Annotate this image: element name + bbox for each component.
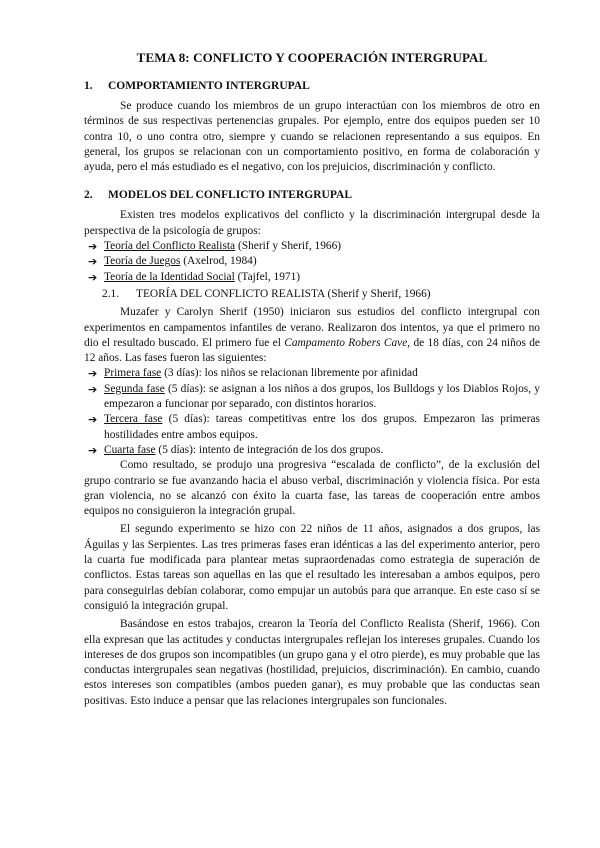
- phase-name: Segunda fase: [104, 382, 165, 395]
- arrow-bullet-icon: ➔: [88, 270, 98, 284]
- section-2-title: MODELOS DEL CONFLICTO INTERGRUPAL: [108, 189, 352, 202]
- phase-text: (5 días): tareas competitivas entre los dos grupos. Empezaron las primeras hostilidades entre ambos equipos.: [104, 413, 540, 441]
- models-list: [84, 239, 540, 285]
- camp-name: Campamento Robers Cave: [284, 336, 408, 349]
- list-item: [88, 270, 540, 285]
- subsection-paragraph-4: Basándose en estos trabajos, crearon la Teoría del Conflicto Realista (Sherif, 1966). Con ella expresan que las actitudes y conductas intergrupales reflejan los intereses grupales. Cuando los intereses de dos grupos son incompatibles (un grupo gana y el otro pierde), es muy probable que las conductas intergrupales sean negativas (hostilidad, prejuicios, discriminación). En cambio, cuando estos intereses son compatibles (ambos pueden ganar), es muy probable que las conductas sean positivas. Esto induce a pensar que las relaciones intergrupales son funcionales.: [84, 618, 540, 707]
- subsection-number: 2.1.: [102, 287, 120, 300]
- arrow-bullet-icon: ➔: [88, 413, 98, 427]
- list-item: [88, 254, 540, 269]
- phase-name: Cuarta fase: [104, 443, 156, 456]
- section-2-number: 2.: [84, 189, 93, 202]
- model-name: Teoría del Conflicto Realista: [104, 240, 236, 253]
- paragraph-text: Muzafer y Carolyn Sherif (1950) iniciaron sus estudios del conflicto intergrupal con experimentos en campamentos infantiles de verano. Realizaron dos intentos, ya que el primero no dio el resultado buscado. El primero fue el: [84, 306, 540, 349]
- section-2-intro: Existen tres modelos explicativos del conflicto y la discriminación intergrupal desde la perspectiva de la psicología de grupos:: [84, 209, 540, 237]
- list-item: [88, 382, 540, 413]
- arrow-bullet-icon: ➔: [88, 443, 98, 457]
- phase-name: Primera fase: [104, 367, 162, 380]
- list-item: [88, 239, 540, 254]
- model-name: Teoría de Juegos: [104, 255, 181, 268]
- phase-text: (5 días): se asignan a los niños a dos grupos, los Bulldogs y los Diablos Rojos, y empezaron a funcionar por separado, con distintos horarios.: [104, 382, 540, 411]
- section-1-title: COMPORTAMIENTO INTERGRUPAL: [108, 80, 310, 92]
- subsection-paragraph-2: Como resultado, se produjo una progresiva “escalada de conflicto”, de la exclusión del grupo contrario se fue avanzando hacia el abuso verbal, discriminación y violencia física. Por esta gran violencia, no se alcanzó con éxito la cuarta fase, las tareas de cooperación entre ambos equipos no consiguieron la integración grupal.: [84, 459, 540, 518]
- subsection-paragraph-1: [84, 305, 540, 366]
- phase-text: (3 días): los niños se relacionan libremente por afinidad: [161, 367, 418, 380]
- subsection-paragraph-3: El segundo experimento se hizo con 22 niños de 11 años, asignados a dos grupos, las Águilas y las Serpientes. Las tres primeras fases eran idénticas a las del experimento anterior, pero la cuarta fue modificada para plantear metas supraordenadas como estrategia de superación de conflictos. Estas tareas son aquellas en las que el resultado les interesaban a ambos equipos, pero para conseguirlas debían colaborar, como empujar un autobús para que arranque. En este caso sí se consiguió la integración grupal.: [84, 523, 540, 612]
- list-item: [88, 366, 540, 381]
- model-name: Teoría de la Identidad Social: [104, 270, 235, 283]
- section-2-heading: [84, 189, 540, 201]
- subsection-title: TEORÍA DEL CONFLICTO REALISTA (Sherif y Sherif, 1966): [136, 287, 431, 300]
- model-reference: (Tajfel, 1971): [234, 270, 301, 283]
- section-1-paragraph: Se produce cuando los miembros de un grupo interactúan con los miembros de otro en términos de sus respectivas pertenencias grupales. Por ejemplo, entre dos equipos pueden ser 10 contra 10, o uno contra otro, siempre y cuando se relacionen representando a sus equipos. En general, los grupos se relacionan con un comportamiento positivo, en forma de colaboración y ayuda, pero el más estudiado es el negativo, con los prejuicios, discriminación y conflicto.: [84, 100, 540, 174]
- model-reference: (Axelrod, 1984): [180, 255, 257, 268]
- arrow-bullet-icon: ➔: [88, 240, 98, 254]
- document-page: [84, 50, 540, 709]
- paragraph-text: , de 18 días, con 24 niños de 12 años. Las fases fueron las siguientes:: [84, 336, 540, 365]
- arrow-bullet-icon: ➔: [88, 367, 98, 381]
- section-1-heading: [84, 80, 540, 92]
- phase-text: (5 días): intento de integración de los dos grupos.: [155, 443, 384, 456]
- list-item: [88, 443, 540, 458]
- subsection-2-1-heading: [102, 287, 540, 302]
- phase-name: Tercera fase: [104, 413, 163, 426]
- section-1-number: 1.: [84, 80, 93, 92]
- document-title: TEMA 8: CONFLICTO Y COOPERACIÓN INTERGRUPAL: [136, 50, 488, 65]
- model-reference: (Sherif y Sherif, 1966): [235, 240, 342, 253]
- list-item: [88, 412, 540, 443]
- arrow-bullet-icon: ➔: [88, 255, 98, 269]
- phases-list: [84, 366, 540, 458]
- arrow-bullet-icon: ➔: [88, 382, 98, 396]
